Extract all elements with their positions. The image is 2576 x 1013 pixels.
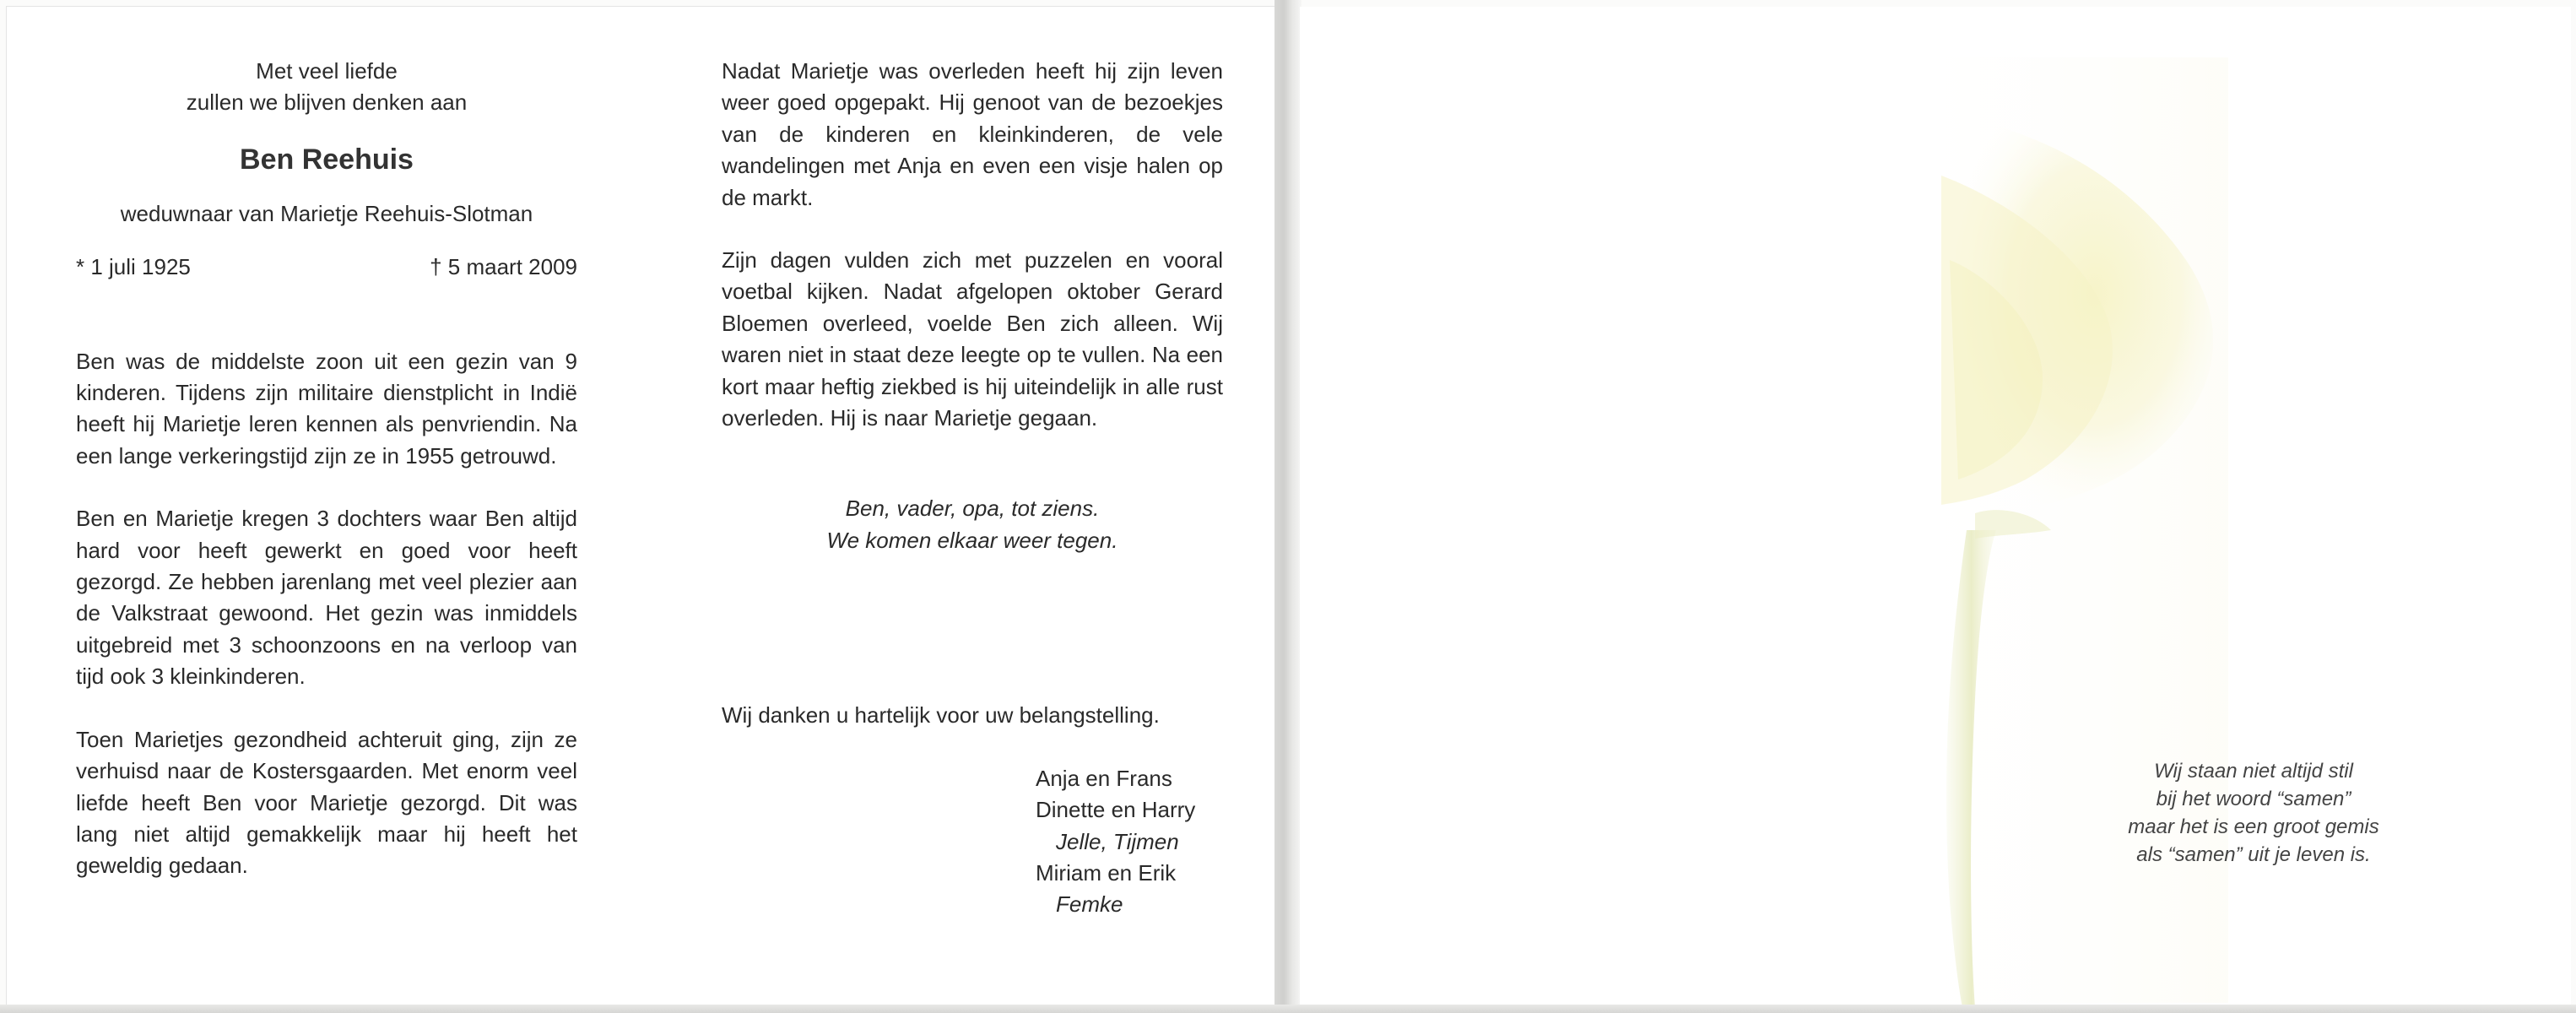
middle-column — [722, 56, 1223, 921]
death-date: † 5 maart 2009 — [430, 254, 577, 280]
family-signatures — [1036, 763, 1223, 921]
deceased-name: Ben Reehuis — [240, 143, 414, 176]
biography-paragraph-5: Zijn dagen vulden zich met puzzelen en vooral voetbal kijken. Nadat afgelopen oktober Gerard Bloemen overleed, voelde Ben zich alleen. Wij waren niet in staat deze leegte op te vullen. Na een kort maar heftig ziekbed is hij uiteindelijk in alle rust overleden. Hij is naar Marietje gegaan. — [722, 247, 1223, 431]
quote-line-2: We komen elkaar weer tegen. — [826, 527, 1118, 553]
intro-line-1: Met veel liefde — [256, 58, 398, 84]
biography-paragraph-3: Toen Marietjes gezondheid achteruit ging, zijn ze verhuisd naar de Kostersgaarden. Met enorm veel liefde heeft Ben voor Marietje gezorgd. Dit was lang niet altijd gemakkelijk maar hij heeft het geweldig gedaan. — [76, 726, 577, 879]
biography-paragraph-4: Nadat Marietje was overleden heeft hij zijn leven weer goed opgepakt. Hij genoot van de bezoekjes van de kinderen en kleinkinderen, de vele wandelingen met Anja en even een visje halen op de markt. — [722, 58, 1223, 210]
poem-line-1: Wij staan niet altijd stil — [2154, 760, 2353, 783]
signer-1: Anja en Frans — [1036, 765, 1172, 791]
signer-5: Femke — [1056, 891, 1123, 918]
poem — [2043, 757, 2465, 869]
signer-4: Miriam en Erik — [1036, 859, 1177, 886]
poem-line-2: bij het woord “samen” — [2156, 788, 2351, 810]
thanks-line: Wij danken u hartelijk voor uw belangstelling. — [722, 702, 1160, 729]
widower-subtitle: weduwnaar van Marietje Reehuis-Slotman — [120, 200, 533, 226]
biography-paragraph-2: Ben en Marietje kregen 3 dochters waar Ben altijd hard voor heeft gewerkt en goed voor heeft gezorgd. Ze hebben jarenlang met veel plezier aan de Valkstraat gewoond. Het gezin was inmiddels uitgebreid met 3 schoonzoons en na verloop van tijd ook 3 kleinkinderen. — [76, 506, 577, 690]
signer-2: Dinette en Harry — [1036, 797, 1196, 823]
biography-paragraph-1: Ben was de middelste zoon uit een gezin van 9 kinderen. Tijdens zijn militaire dienstplicht in Indië heeft hij Marietje leren kennen als penvriendin. Na een lange verkeringstijd zijn ze in 1955 getrouwd. — [76, 348, 577, 469]
card-fold — [1274, 0, 1302, 1013]
signer-3: Jelle, Tijmen — [1056, 828, 1179, 854]
intro-line-2: zullen we blijven denken aan — [186, 89, 468, 116]
birth-date: * 1 juli 1925 — [76, 254, 191, 280]
card-bottom-edge — [0, 1005, 2576, 1013]
life-dates — [76, 252, 577, 283]
farewell-quote — [722, 493, 1223, 556]
poem-line-4: als “samen” uit je leven is. — [2136, 843, 2371, 866]
left-column — [76, 56, 577, 882]
poem-line-3: maar het is een groot gemis — [2128, 815, 2379, 838]
quote-line-1: Ben, vader, opa, tot ziens. — [845, 496, 1100, 522]
